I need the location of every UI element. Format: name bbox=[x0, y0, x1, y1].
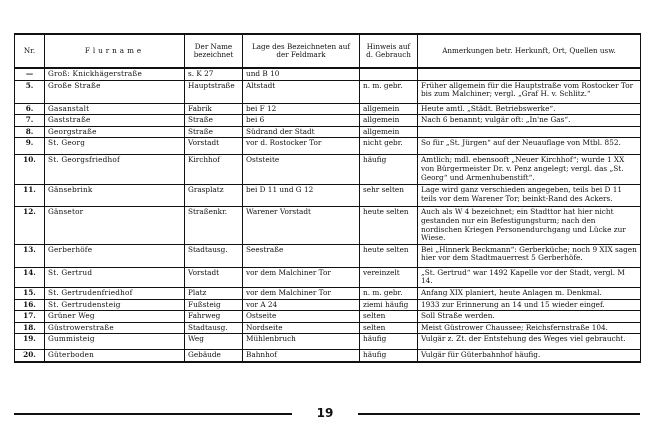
hinweis-cell: heute selten bbox=[360, 244, 418, 267]
flurname-cell: Güterboden bbox=[45, 350, 185, 362]
lage-cell: bei 6 bbox=[243, 115, 360, 127]
flurname-cell: St. Georg bbox=[45, 138, 185, 155]
bezeichnet-cell: Weg bbox=[185, 334, 243, 350]
nr-cell: 18. bbox=[15, 322, 45, 334]
register-page bbox=[14, 33, 640, 363]
lage-cell: Seestraße bbox=[243, 244, 360, 267]
nr-cell: 10. bbox=[15, 155, 45, 185]
bezeichnet-cell: Kirchhof bbox=[185, 155, 243, 185]
anmerkung-cell: 1933 zur Erinnerung an 14 und 15 wieder eingef. bbox=[418, 299, 641, 311]
hinweis-cell: häufig bbox=[360, 350, 418, 362]
anmerkung-cell: Lage wird ganz verschieden angegeben, teils bei D 11 teils vor dem Warener Tor; beinkt-Rand des Ackers. bbox=[418, 185, 641, 207]
nr-cell: 20. bbox=[15, 350, 45, 362]
table-row bbox=[15, 267, 641, 287]
flurname-cell: Güstrowerstraße bbox=[45, 322, 185, 334]
table-row bbox=[15, 311, 641, 323]
header-hinweis: Hinweis auf d. Gebrauch bbox=[360, 34, 418, 68]
bezeichnet-cell: Stadtausg. bbox=[185, 244, 243, 267]
flurname-cell: Gasanstalt bbox=[45, 103, 185, 115]
flurname-cell: St. Gertrudensteig bbox=[45, 299, 185, 311]
anmerkung-cell bbox=[418, 126, 641, 138]
bezeichnet-cell: Vorstadt bbox=[185, 138, 243, 155]
lage-cell: Ostseite bbox=[243, 311, 360, 323]
lage-cell: Nordseite bbox=[243, 322, 360, 334]
flurname-cell: Grüner Weg bbox=[45, 311, 185, 323]
hinweis-cell: n. m. gebr. bbox=[360, 80, 418, 103]
flurname-cell: Große Straße bbox=[45, 80, 185, 103]
hinweis-cell: selten bbox=[360, 311, 418, 323]
lage-cell: bei D 11 und G 12 bbox=[243, 185, 360, 207]
bezeichnet-cell: Vorstadt bbox=[185, 267, 243, 287]
table-row bbox=[15, 322, 641, 334]
anmerkung-cell: Nach 6 benannt; vulgär oft: „In'ne Gas“. bbox=[418, 115, 641, 127]
lage-cell: Mühlenbruch bbox=[243, 334, 360, 350]
table-row bbox=[15, 115, 641, 127]
page-footer bbox=[14, 406, 640, 422]
nr-cell: 15. bbox=[15, 287, 45, 299]
nr-cell: 8. bbox=[15, 126, 45, 138]
footer-rule-left bbox=[14, 413, 292, 415]
flurname-cell: St. Gertrudenfriedhof bbox=[45, 287, 185, 299]
nr-cell: 16. bbox=[15, 299, 45, 311]
hinweis-cell: häufig bbox=[360, 334, 418, 350]
header-lage: Lage des Bezeichneten auf der Feldmark bbox=[243, 34, 360, 68]
lage-cell: Oststeite bbox=[243, 155, 360, 185]
table-row bbox=[15, 299, 641, 311]
anmerkung-cell: Anfang XIX planiert, heute Anlagen m. Denkmal. bbox=[418, 287, 641, 299]
bezeichnet-cell: Straße bbox=[185, 115, 243, 127]
bezeichnet-cell: Hauptstraße bbox=[185, 80, 243, 103]
anmerkung-cell: Bei „Hinnerk Beckmann“: Gerberküche; noch 9 XIX sagen hier vor dem Stadtmauerrest 5 Gerberhöfe. bbox=[418, 244, 641, 267]
table-row bbox=[15, 287, 641, 299]
nr-cell: 14. bbox=[15, 267, 45, 287]
anmerkung-cell: Vulgär z. Zt. der Entstehung des Weges viel gebraucht. bbox=[418, 334, 641, 350]
nr-cell: 19. bbox=[15, 334, 45, 350]
nr-cell: 11. bbox=[15, 185, 45, 207]
hinweis-cell: allgemein bbox=[360, 103, 418, 115]
hinweis-cell: n. m. gebr. bbox=[360, 287, 418, 299]
lage-cell: vor dem Malchiner Tor bbox=[243, 267, 360, 287]
table-row bbox=[15, 68, 641, 80]
bezeichnet-cell: Fabrik bbox=[185, 103, 243, 115]
header-row bbox=[15, 34, 641, 68]
flurname-cell: Georgstraße bbox=[45, 126, 185, 138]
bezeichnet-cell: Platz bbox=[185, 287, 243, 299]
lage-cell: vor d. Rostocker Tor bbox=[243, 138, 360, 155]
anmerkung-cell: Auch als W 4 bezeichnet; ein Stadttor hat hier nicht gestanden nur ein Befestigungsturm; nach den nordischen Kriegen Personendurchgang und Lücke zur Wiese. bbox=[418, 207, 641, 244]
table-row bbox=[15, 207, 641, 244]
footer-rule-right bbox=[358, 413, 640, 415]
nr-cell: 5. bbox=[15, 80, 45, 103]
bezeichnet-cell: Straßenkr. bbox=[185, 207, 243, 244]
flurname-cell: Gerberhöfe bbox=[45, 244, 185, 267]
nr-cell: 17. bbox=[15, 311, 45, 323]
hinweis-cell: allgemein bbox=[360, 126, 418, 138]
hinweis-cell: vereinzelt bbox=[360, 267, 418, 287]
flurname-cell: Gaststraße bbox=[45, 115, 185, 127]
header-flurname: Flurname bbox=[45, 34, 185, 68]
anmerkung-cell bbox=[418, 68, 641, 80]
lage-cell: bei F 12 bbox=[243, 103, 360, 115]
bezeichnet-cell: Straße bbox=[185, 126, 243, 138]
table-row bbox=[15, 80, 641, 103]
table-row bbox=[15, 185, 641, 207]
hinweis-cell: ziemi häufig bbox=[360, 299, 418, 311]
table-row bbox=[15, 103, 641, 115]
lage-cell: vor A 24 bbox=[243, 299, 360, 311]
anmerkung-cell: Soll Straße werden. bbox=[418, 311, 641, 323]
anmerkung-cell: Amtlich; mdl. ebensooft „Neuer Kirchhof“; wurde 1 XX von Bürgermeister Dr. v. Penz angelegt; vergl. das „St. Georg“ und Armenhubenstift“. bbox=[418, 155, 641, 185]
header-bezeichnet: Der Name bezeichnet bbox=[185, 34, 243, 68]
anmerkung-cell: Vulgär für Güterbahnhof häufig. bbox=[418, 350, 641, 362]
hinweis-cell: heute selten bbox=[360, 207, 418, 244]
anmerkung-cell: Meist Güstrower Chaussee; Reichsfernstraße 104. bbox=[418, 322, 641, 334]
hinweis-cell bbox=[360, 68, 418, 80]
bezeichnet-cell: s. K 27 bbox=[185, 68, 243, 80]
bezeichnet-cell: Grasplatz bbox=[185, 185, 243, 207]
flurname-cell: Groß: Knickhägerstraße bbox=[45, 68, 185, 80]
anmerkung-cell: Heute amtl. „Städt. Betriebswerke“. bbox=[418, 103, 641, 115]
lage-cell: und B 10 bbox=[243, 68, 360, 80]
lage-cell: Südrand der Stadt bbox=[243, 126, 360, 138]
lage-cell: vor dem Malchiner Tor bbox=[243, 287, 360, 299]
flurnamen-table bbox=[14, 33, 641, 363]
anmerkung-cell: Früher allgemein für die Hauptstraße vom Rostocker Tor bis zum Malchiner; vergl. „Graf H. v. Schlitz.“ bbox=[418, 80, 641, 103]
bezeichnet-cell: Gebäude bbox=[185, 350, 243, 362]
page-number: 19 bbox=[316, 406, 334, 420]
flurname-cell: Gänsetor bbox=[45, 207, 185, 244]
hinweis-cell: nicht gebr. bbox=[360, 138, 418, 155]
flurname-cell: St. Gertrud bbox=[45, 267, 185, 287]
hinweis-cell: häufig bbox=[360, 155, 418, 185]
hinweis-cell: sehr selten bbox=[360, 185, 418, 207]
lage-cell: Bahnhof bbox=[243, 350, 360, 362]
table-row bbox=[15, 138, 641, 155]
nr-cell: 9. bbox=[15, 138, 45, 155]
table-row bbox=[15, 126, 641, 138]
hinweis-cell: allgemein bbox=[360, 115, 418, 127]
header-anmerkungen: Anmerkungen betr. Herkunft, Ort, Quellen usw. bbox=[418, 34, 641, 68]
nr-cell: 6. bbox=[15, 103, 45, 115]
nr-cell: 12. bbox=[15, 207, 45, 244]
anmerkung-cell: „St. Gertrud“ war 1492 Kapelle vor der Stadt, vergl. M 14. bbox=[418, 267, 641, 287]
header-nr: Nr. bbox=[15, 34, 45, 68]
nr-cell: — bbox=[15, 68, 45, 80]
bezeichnet-cell: Fußsteig bbox=[185, 299, 243, 311]
bezeichnet-cell: Fahrweg bbox=[185, 311, 243, 323]
lage-cell: Warener Vorstadt bbox=[243, 207, 360, 244]
flurname-cell: St. Georgsfriedhof bbox=[45, 155, 185, 185]
table-row bbox=[15, 155, 641, 185]
table-row bbox=[15, 244, 641, 267]
nr-cell: 13. bbox=[15, 244, 45, 267]
nr-cell: 7. bbox=[15, 115, 45, 127]
hinweis-cell: selten bbox=[360, 322, 418, 334]
bezeichnet-cell: Stadtausg. bbox=[185, 322, 243, 334]
flurname-cell: Gummisteig bbox=[45, 334, 185, 350]
table-row bbox=[15, 350, 641, 362]
anmerkung-cell: So für „St. Jürgen“ auf der Neuauflage von Mtbl. 852. bbox=[418, 138, 641, 155]
lage-cell: Altstadt bbox=[243, 80, 360, 103]
flurname-cell: Gänsebrink bbox=[45, 185, 185, 207]
table-row bbox=[15, 334, 641, 350]
